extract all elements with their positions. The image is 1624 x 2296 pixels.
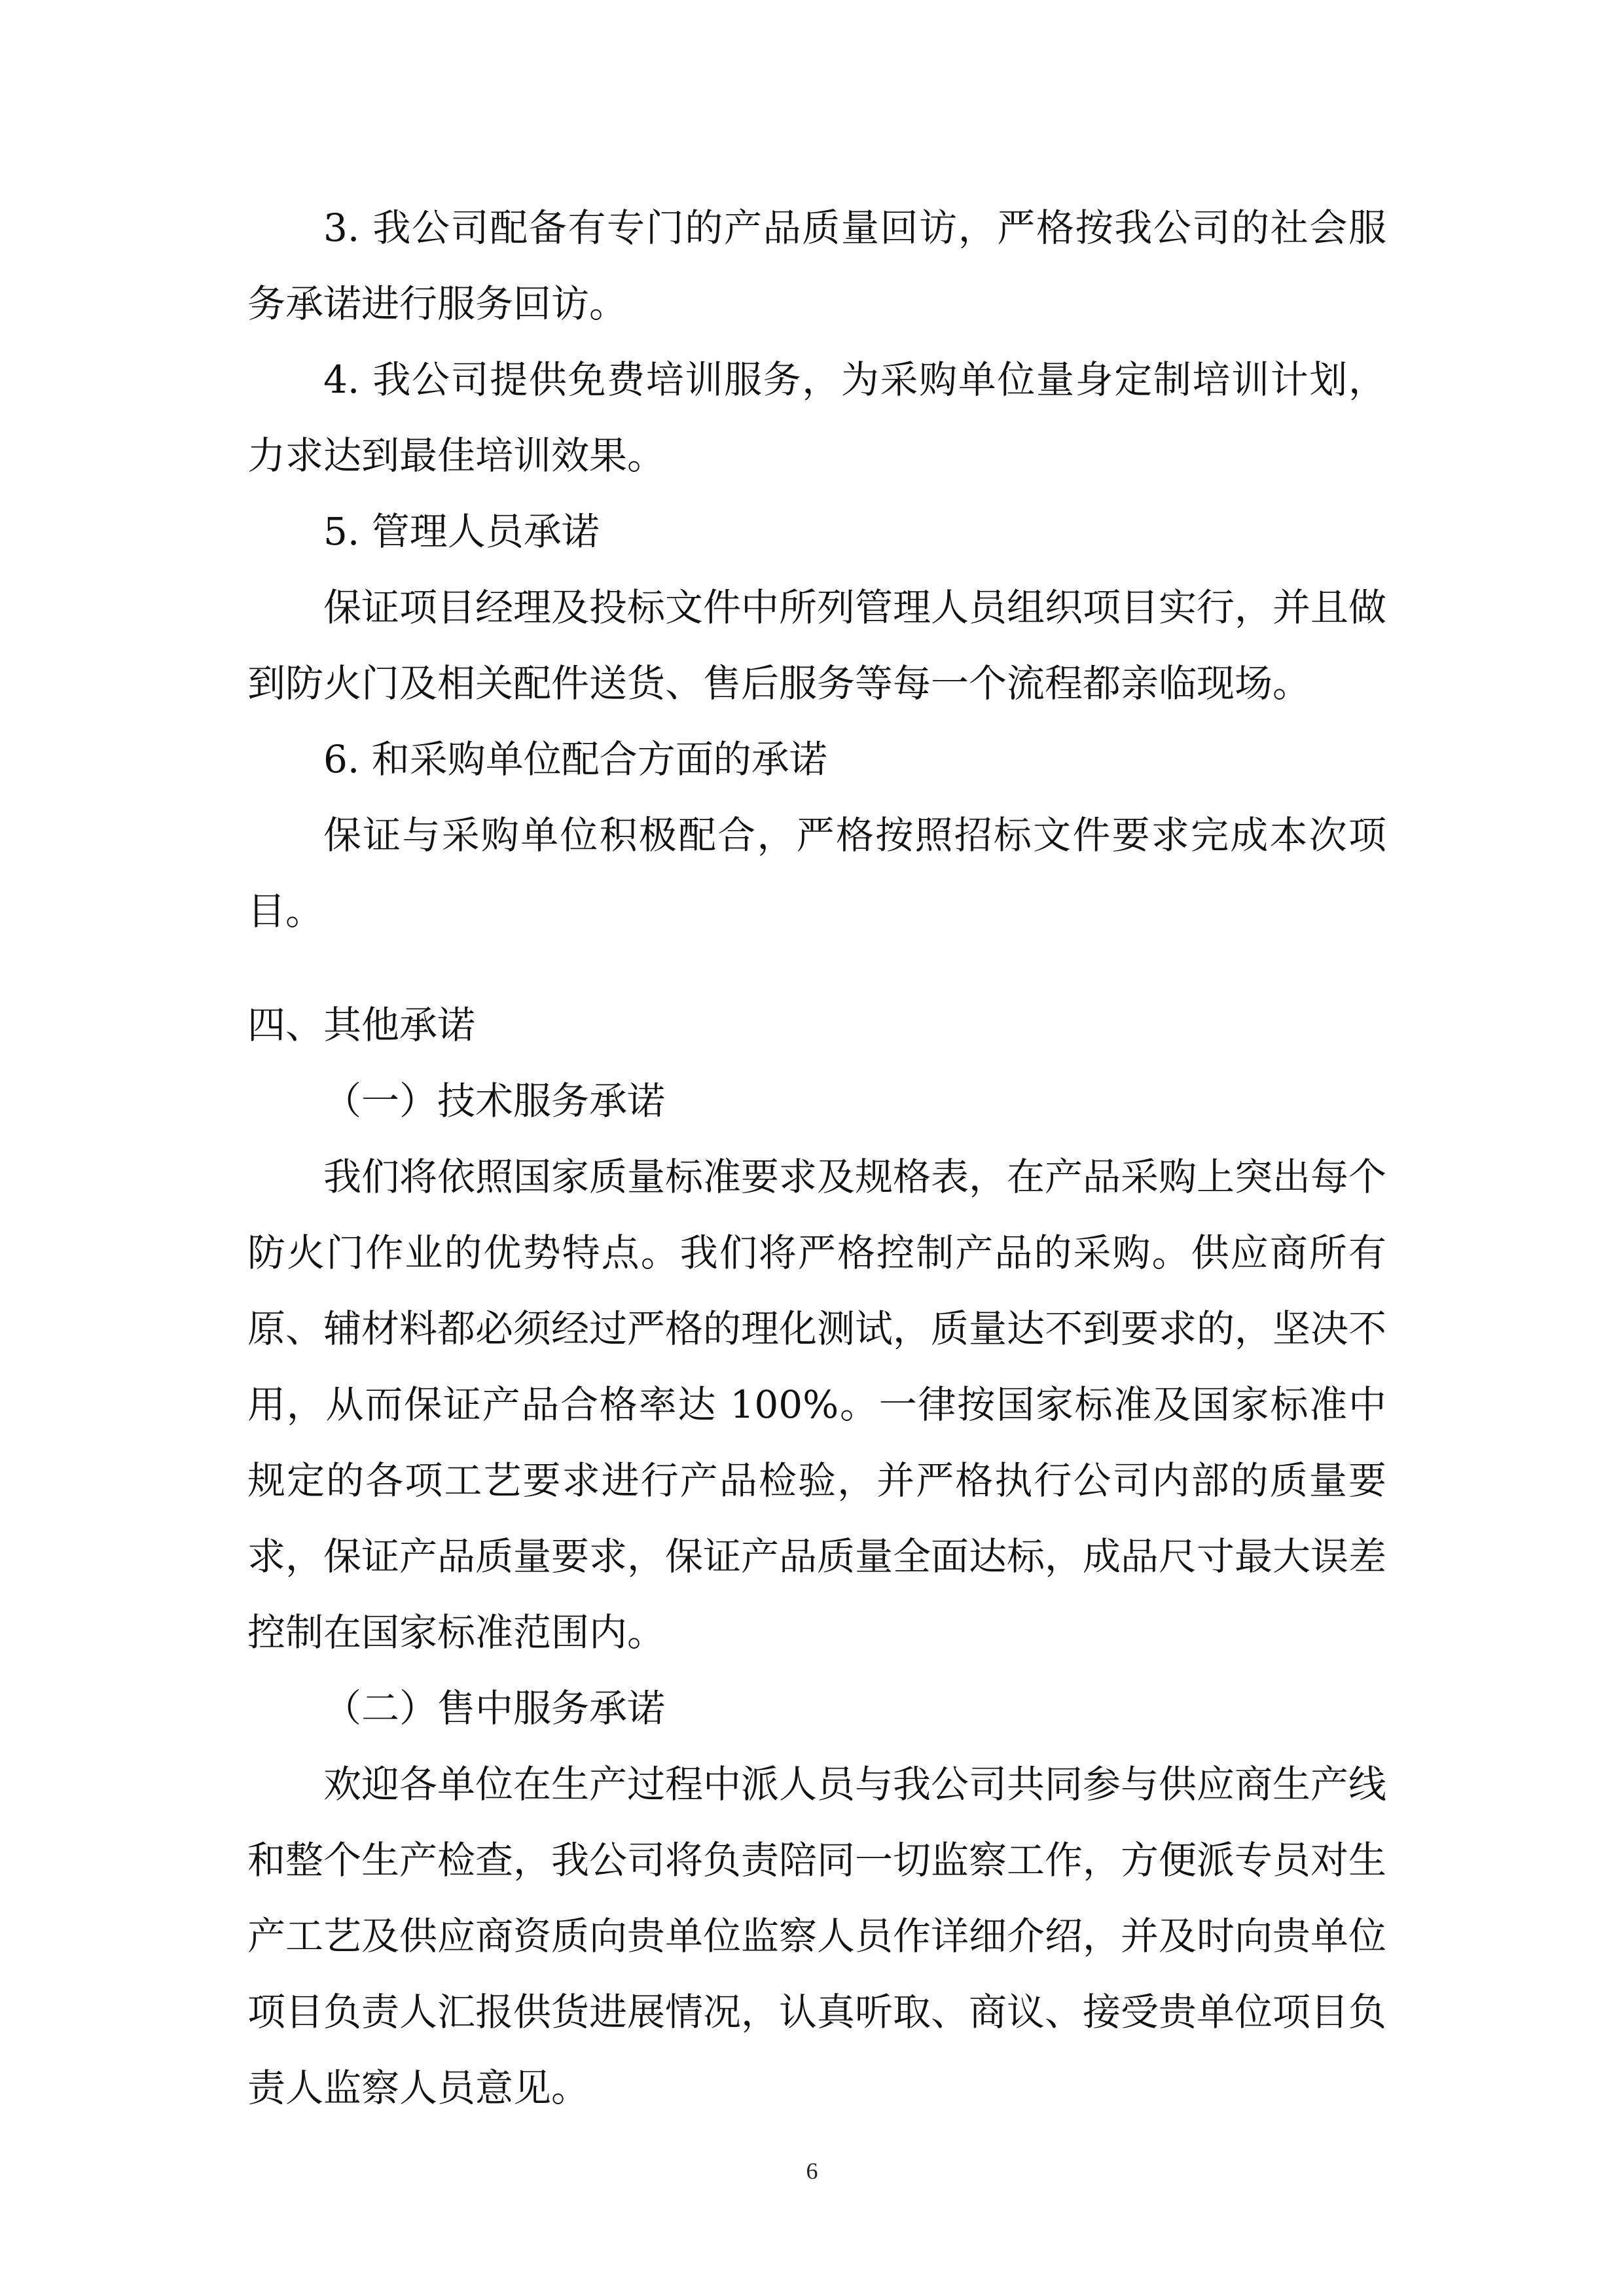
subsection-in-sale-service-title: （二）售中服务承诺 bbox=[323, 1686, 666, 1731]
section-spacer bbox=[247, 949, 1386, 987]
page-number: 6 bbox=[806, 2158, 818, 2184]
page-content bbox=[247, 190, 1386, 2126]
paragraph-item-6-body: 保证与采购单位积极配合，严格按照招标文件要求完成本次项目。 bbox=[247, 813, 1386, 933]
paragraph-item-5-heading: 5. 管理人员承诺 bbox=[323, 509, 600, 554]
paragraph-item-6-heading: 6. 和采购单位配合方面的承诺 bbox=[323, 737, 827, 781]
subsection-in-sale-service-body: 欢迎各单位在生产过程中派人员与我公司共同参与供应商生产线和整个生产检查，我公司将负责陪同一切监察工作，方便派专员对生产工艺及供应商资质向贵单位监察人员作详细介绍，并及时向贵单位项目负责人汇报供货进展情况，认真听取、商议、接受贵单位项目负责人监察人员意见。 bbox=[247, 1762, 1387, 2110]
paragraph-item-5-body: 保证项目经理及投标文件中所列管理人员组织项目实行，并且做到防火门及相关配件送货、售后服务等每一个流程都亲临现场。 bbox=[247, 585, 1387, 706]
section-four-title: 四、其他承诺 bbox=[247, 1003, 476, 1047]
subsection-technical-service-body: 我们将依照国家质量标准要求及规格表，在产品采购上突出每个防火门作业的优势特点。我们将严格控制产品的采购。供应商所有原、辅材料都必须经过严格的理化测试，质量达不到要求的，坚决不用，从而保证产品合格率达 100%。一律按国家标准及国家标准中规定的各项工艺要求进行产品检验，并严格执行公司内部的质量要求，保证产品质量要求，保证产品质量全面达标，成品尺寸最大误差控制在国家标准范围内。 bbox=[247, 1155, 1387, 1655]
subsection-technical-service-title: （一）技术服务承诺 bbox=[323, 1079, 666, 1123]
paragraph-item-4: 4. 我公司提供免费培训服务，为采购单位量身定制培训计划，力求达到最佳培训效果。 bbox=[247, 357, 1386, 478]
paragraph-item-3: 3. 我公司配备有专门的产品质量回访，严格按我公司的社会服务承诺进行服务回访。 bbox=[247, 206, 1386, 326]
